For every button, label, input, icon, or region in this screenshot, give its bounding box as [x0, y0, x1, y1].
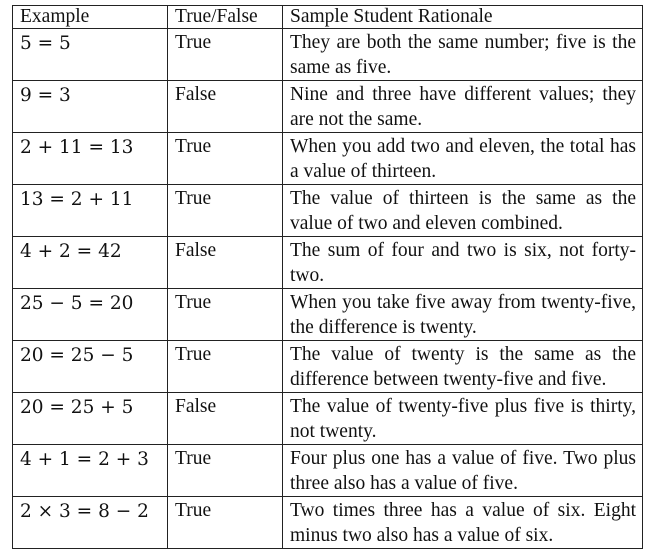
example-cell: 20 = 25 − 5 [13, 341, 168, 393]
rationale-cell: The sum of four and two is six, not forty-two. [283, 237, 643, 289]
example-cell: 13 = 2 + 11 [13, 185, 168, 237]
table-row [13, 497, 643, 549]
example-cell: 2 + 11 = 13 [13, 133, 168, 185]
true-false-cell: False [168, 393, 283, 445]
true-false-cell: True [168, 445, 283, 497]
table-row [13, 445, 643, 497]
table-row [13, 81, 643, 133]
true-false-examples-table [12, 5, 643, 549]
table-row [13, 393, 643, 445]
rationale-cell: The value of twenty-five plus five is thirty, not twenty. [283, 393, 643, 445]
header-rationale: Sample Student Rationale [283, 6, 643, 29]
true-false-cell: True [168, 185, 283, 237]
header-true-false: True/False [168, 6, 283, 29]
true-false-cell: True [168, 289, 283, 341]
example-cell: 20 = 25 + 5 [13, 393, 168, 445]
rationale-cell: When you add two and eleven, the total has a value of thirteen. [283, 133, 643, 185]
header-example: Example [13, 6, 168, 29]
true-false-cell: True [168, 341, 283, 393]
example-cell: 9 = 3 [13, 81, 168, 133]
rationale-cell: Nine and three have different values; they are not the same. [283, 81, 643, 133]
example-cell: 25 − 5 = 20 [13, 289, 168, 341]
table-row [13, 289, 643, 341]
rationale-cell: The value of twenty is the same as the difference between twenty-five and five. [283, 341, 643, 393]
table-row [13, 341, 643, 393]
rationale-cell: When you take five away from twenty-five, the difference is twenty. [283, 289, 643, 341]
rationale-cell: Four plus one has a value of five. Two plus three also has a value of five. [283, 445, 643, 497]
true-false-cell: False [168, 81, 283, 133]
table-row [13, 29, 643, 81]
rationale-cell: The value of thirteen is the same as the value of two and eleven combined. [283, 185, 643, 237]
example-cell: 4 + 2 = 42 [13, 237, 168, 289]
example-cell: 5 = 5 [13, 29, 168, 81]
rationale-cell: Two times three has a value of six. Eight minus two also has a value of six. [283, 497, 643, 549]
true-false-cell: True [168, 497, 283, 549]
rationale-cell: They are both the same number; five is the same as five. [283, 29, 643, 81]
example-cell: 4 + 1 = 2 + 3 [13, 445, 168, 497]
table-header-row [13, 6, 643, 29]
true-false-cell: False [168, 237, 283, 289]
table-row [13, 133, 643, 185]
true-false-cell: True [168, 29, 283, 81]
table-row [13, 237, 643, 289]
true-false-cell: True [168, 133, 283, 185]
example-cell: 2 × 3 = 8 − 2 [13, 497, 168, 549]
table-row [13, 185, 643, 237]
